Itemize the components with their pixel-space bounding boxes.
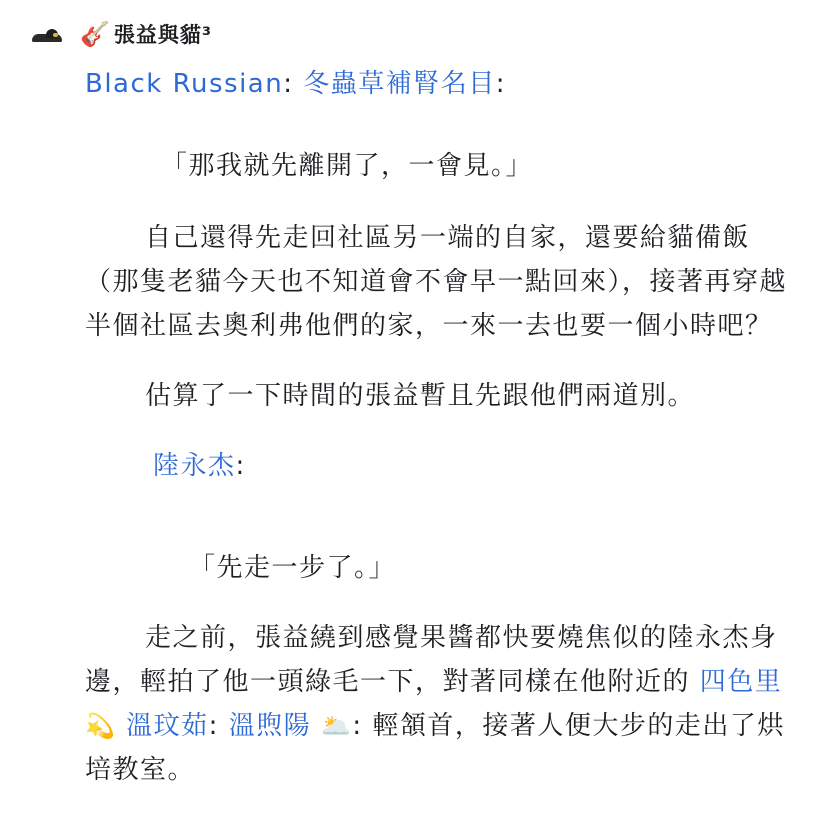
post-body <box>85 62 795 792</box>
black-cat-icon[interactable] <box>30 24 64 44</box>
post-header <box>30 14 212 54</box>
mention-wen-wenru[interactable]: 溫玟茹 <box>126 711 209 741</box>
paragraph-3: 估算了一下時間的張益暫且先跟他們兩道別。 <box>145 381 696 411</box>
paragraph-5 <box>85 616 795 792</box>
username[interactable]: 張益與貓³ <box>113 23 213 47</box>
paragraph-4: 「先走一步了。」 <box>189 553 397 583</box>
paragraph-2: 自己還得先走回社區另一端的自家，還要給貓備飯（那隻老貓今天也不知道會不會早一點回來），接著再穿越半個社區去奧利弗他們的家，一來一去也要一個小時吧？ <box>85 223 788 341</box>
paragraph-1: 「那我就先離開了，一會見。」 <box>161 151 534 181</box>
mention-wen-xuyang[interactable]: 溫煦陽 <box>228 711 312 741</box>
dizzy-icon: 💫 <box>85 712 117 740</box>
mention-black-russian[interactable]: Black Russian <box>85 69 284 99</box>
separator: : <box>283 69 294 99</box>
paragraph-5-tail: 輕頷首，接著人便大步的走出了烘培教室。 <box>85 711 785 785</box>
guitar-icon: 🎸 <box>80 20 110 48</box>
mention-lu-yongjie[interactable]: 陸永杰 <box>153 451 236 481</box>
mention-sisheli[interactable]: 四色里 <box>699 667 783 697</box>
sun-behind-cloud-icon: 🌥️ <box>320 712 353 740</box>
colon: : <box>495 69 507 99</box>
paragraph-5-text: 走之前，張益繞到感覺果醬都快要燒焦似的陸永杰身邊，輕拍了他一頭綠毛一下，對著同樣在他附近的 <box>85 623 778 697</box>
mention-line-1 <box>85 62 795 106</box>
colon: : <box>235 451 246 481</box>
mention-line-2 <box>85 444 795 488</box>
mention-dongchongcao[interactable]: 冬蟲草補腎名目 <box>303 69 496 99</box>
separator: : <box>208 711 219 741</box>
colon: : <box>352 711 363 741</box>
